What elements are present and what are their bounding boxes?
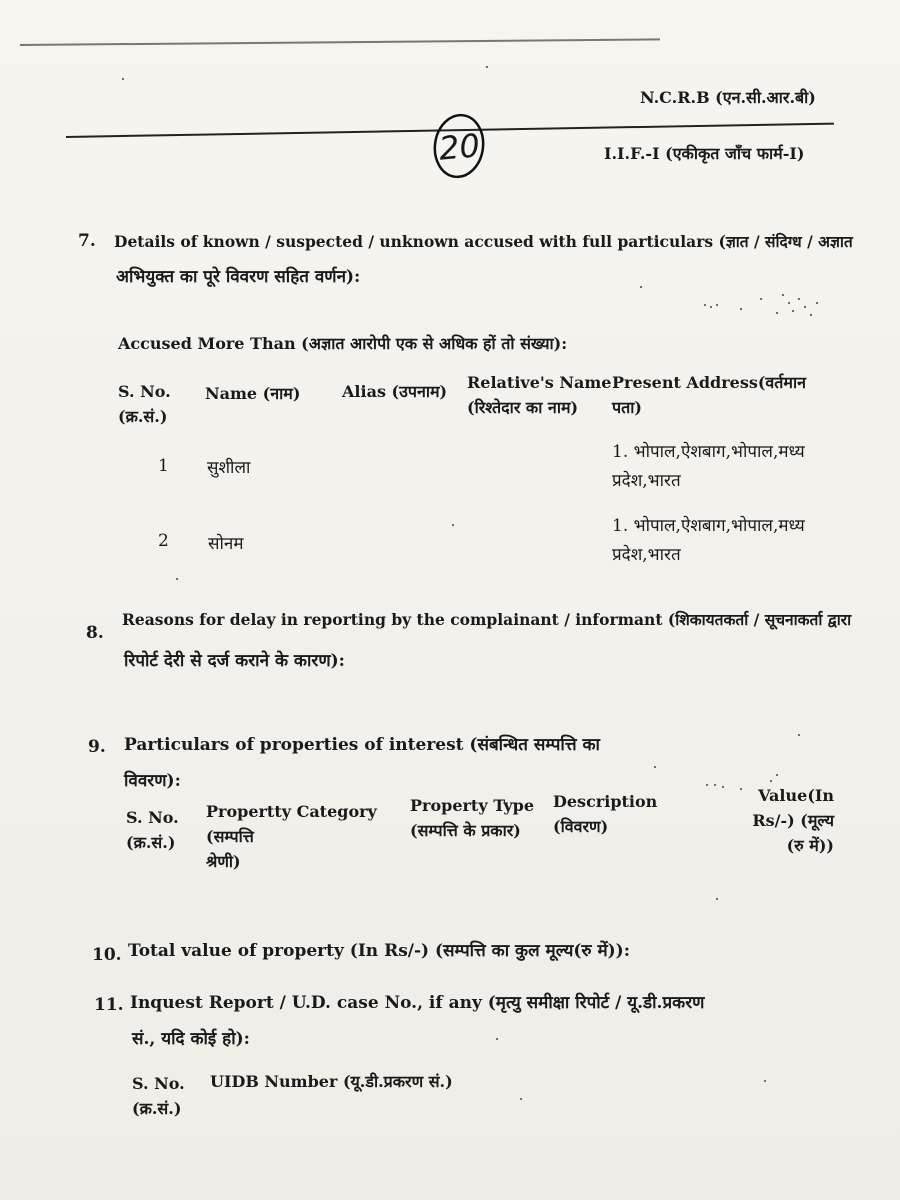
- s7-row2-name: सोनम: [208, 534, 244, 554]
- s7-row1-address: 1. भोपाल,ऐशबाग,भोपाल,मध्य प्रदेश,भारत: [612, 442, 805, 491]
- section-11-title-line2: सं., यदि कोई हो):: [132, 1029, 250, 1049]
- s7-col-sno: S. No. (क्र.सं.): [118, 382, 171, 426]
- handwritten-page-number-text: 20: [437, 126, 482, 168]
- s7-row1-name: सुशीला: [207, 458, 251, 478]
- section-7-title-line1: Details of known / suspected / unknown accused with full particulars (ज्ञात / संदिग्ध / अज्ञात: [114, 232, 853, 251]
- s7-row1-sno: 1: [158, 456, 169, 476]
- speck: [520, 1098, 522, 1100]
- s7-col-relative: Relative's Name (रिश्तेदार का नाम): [467, 373, 612, 417]
- section-8-title-line1: Reasons for delay in reporting by the complainant / informant (शिकायतकर्ता / सूचनाकर्ता द्वारा: [122, 610, 852, 629]
- speck: [486, 66, 488, 68]
- s9-col-type: Property Type (सम्पत्ति के प्रकार): [410, 796, 534, 840]
- speck: [640, 286, 642, 288]
- section-9-title-line2: विवरण):: [124, 771, 181, 791]
- handwritten-page-number: [430, 112, 490, 180]
- s9-col-value: Value(In Rs/-) (मूल्य (रु में)): [752, 786, 834, 855]
- section-9-number: 9.: [88, 737, 106, 757]
- speck: [496, 1038, 498, 1040]
- s11-col-sno: S. No. (क्र.सं.): [132, 1074, 185, 1118]
- s7-row2-sno: 2: [158, 531, 169, 551]
- section-8-title-line2: रिपोर्ट देरी से दर्ज कराने के कारण):: [124, 651, 345, 671]
- section-7-title-line2: अभियुक्त का पूरे विवरण सहित वर्णन):: [116, 267, 361, 287]
- speck: [798, 734, 800, 736]
- speck: [122, 78, 124, 80]
- section-9-title-line1: Particulars of properties of interest (संबन्धित सम्पत्ति का: [124, 735, 600, 755]
- speck: [716, 898, 718, 900]
- s7-col-address: Present Address(वर्तमान पता): [612, 373, 807, 417]
- s9-col-sno: S. No. (क्र.सं.): [126, 808, 179, 852]
- speck: [176, 578, 178, 580]
- s11-col-uidb: UIDB Number (यू.डी.प्रकरण सं.): [210, 1072, 453, 1091]
- speck: [654, 766, 656, 768]
- section-11-title-line1: Inquest Report / U.D. case No., if any (मृत्यु समीक्षा रिपोर्ट / यू.डी.प्रकरण: [130, 993, 705, 1013]
- s7-col-alias: Alias (उपनाम): [342, 382, 448, 401]
- s7-col-name: Name (नाम): [205, 384, 301, 403]
- scan-noise-cluster-2: [700, 770, 780, 792]
- section-11-number: 11.: [94, 995, 124, 1015]
- section-10-number: 10.: [92, 945, 122, 965]
- ncrb-header: N.C.R.B (एन.सी.आर.बी): [640, 88, 816, 107]
- section-10-title: Total value of property (In Rs/-) (सम्पत्ति का कुल मूल्य(रु में)):: [128, 941, 630, 961]
- s9-col-category: Propertty Category (सम्पत्ति श्रेणी): [206, 802, 377, 871]
- section-7-number: 7.: [78, 231, 96, 251]
- speck: [764, 1080, 766, 1082]
- accused-more-than-label: Accused More Than (अज्ञात आरोपी एक से अधिक हों तो संख्या):: [118, 334, 568, 353]
- top-edge-line: [20, 38, 660, 46]
- speck: [452, 524, 454, 526]
- s9-col-description: Description (विवरण): [553, 792, 658, 836]
- scan-noise-cluster: [700, 290, 830, 326]
- iif-header: I.I.F.-I (एकीकृत जाँच फार्म-I): [604, 144, 805, 163]
- s7-row2-address: 1. भोपाल,ऐशबाग,भोपाल,मध्य प्रदेश,भारत: [612, 516, 805, 565]
- section-8-number: 8.: [86, 623, 104, 643]
